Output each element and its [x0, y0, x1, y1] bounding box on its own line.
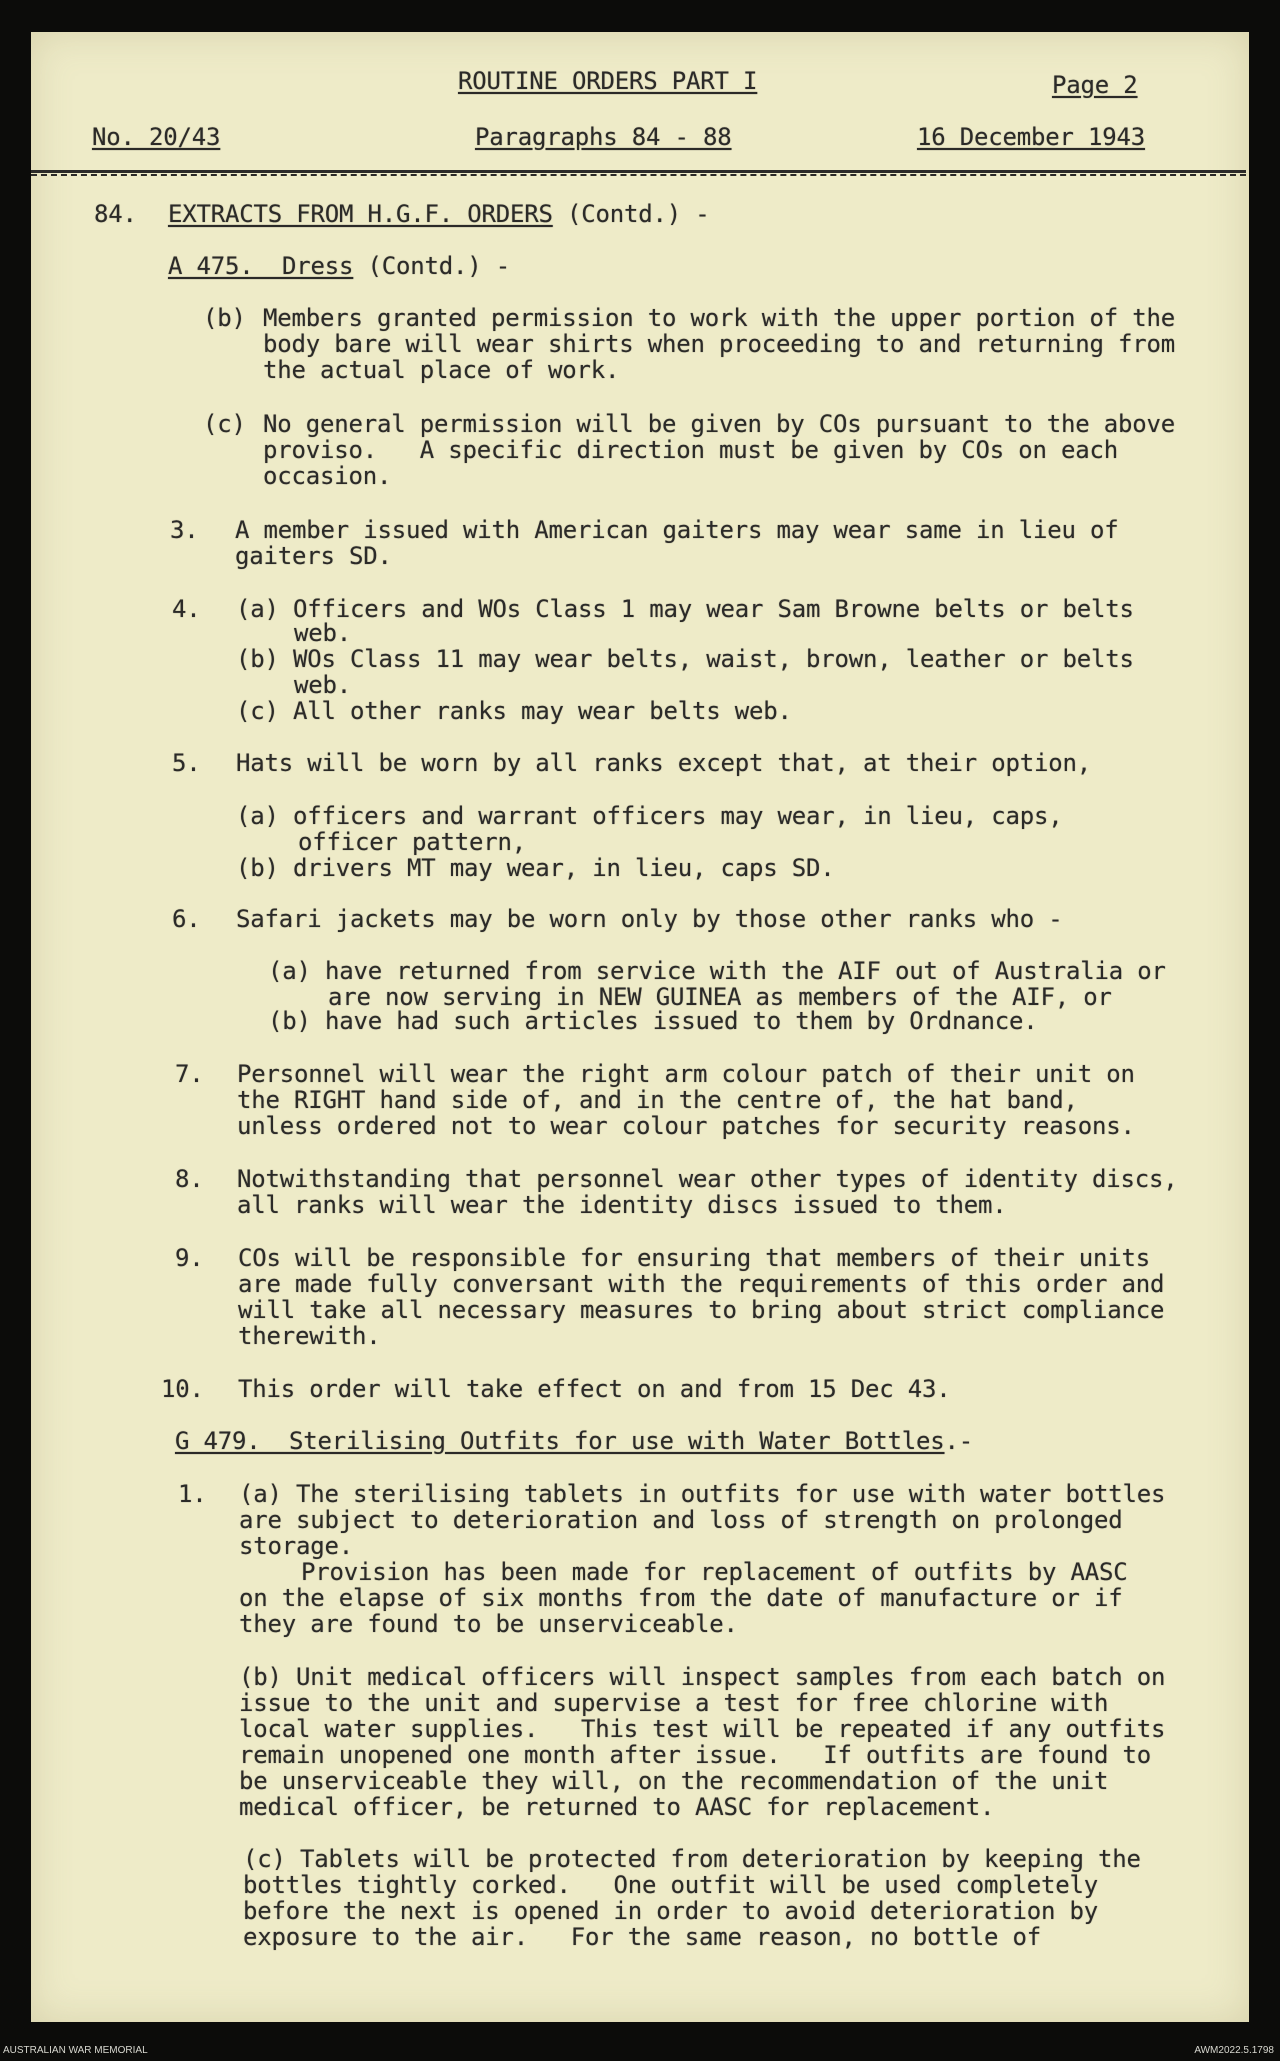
paragraph-number: 9.: [175, 1244, 204, 1272]
text-line: (b) have had such articles issued to them by Ordnance.: [268, 1007, 1038, 1035]
text-line: Notwithstanding that personnel wear other types of identity discs,: [237, 1165, 1178, 1193]
text-line: (a) Officers and WOs Class 1 may wear Sam Browne belts or belts: [236, 595, 1134, 623]
section-number: 84.: [94, 200, 137, 228]
text-line: they are found to be unserviceable.: [239, 1610, 738, 1638]
section-contd: (Contd.) -: [552, 200, 710, 228]
header-rule: [31, 170, 1246, 173]
text-line: the RIGHT hand side of, and in the centre of, the hat band,: [237, 1086, 1078, 1114]
text-line: local water supplies. This test will be repeated if any outfits: [239, 1715, 1166, 1743]
paragraph-number: 10.: [161, 1375, 204, 1403]
text-line: (a) officers and warrant officers may wear, in lieu, caps,: [236, 802, 1063, 830]
archive-id: AWM2022.5.1798: [1194, 2045, 1274, 2056]
text-line: are now serving in NEW GUINEA as members of the AIF, or: [328, 983, 1112, 1011]
text-line: be unserviceable they will, on the recommendation of the unit: [239, 1767, 1109, 1795]
text-line: Provision has been made for replacement of outfits by AASC: [301, 1558, 1128, 1586]
text-line: web.: [294, 671, 351, 699]
text-line: Members granted permission to work with the upper portion of the: [263, 304, 1175, 332]
text-line: Safari jackets may be worn only by those other ranks who -: [236, 905, 1063, 933]
text-line: (a) The sterilising tablets in outfits for use with water bottles: [239, 1480, 1166, 1508]
text-line: medical officer, be returned to AASC for replacement.: [239, 1793, 995, 1821]
order-a-heading: [168, 253, 510, 279]
text-line: proviso. A specific direction must be given by COs on each: [263, 436, 1118, 464]
text-line: This order will take effect on and from 15 Dec 43.: [238, 1375, 951, 1403]
text-line: No general permission will be given by COs pursuant to the above: [263, 410, 1175, 438]
order-number: No. 20/43: [92, 123, 221, 151]
text-line: web.: [294, 619, 351, 647]
text-line: bottles tightly corked. One outfit will be used completely: [243, 1871, 1098, 1899]
paragraph-number: 1.: [178, 1480, 207, 1508]
paragraph-number: 6.: [172, 905, 201, 933]
paragraph-number: 8.: [175, 1165, 204, 1193]
order-g-title: G 479. Sterilising Outfits for use with Water Bottles: [175, 1427, 945, 1455]
text-line: COs will be responsible for ensuring that members of their units: [238, 1244, 1150, 1272]
text-line: (c) Tablets will be protected from deterioration by keeping the: [243, 1845, 1141, 1873]
order-a-contd: (Contd.) -: [353, 252, 510, 280]
paragraph-number: 7.: [175, 1060, 204, 1088]
order-g-heading: [175, 1428, 973, 1454]
text-line: officer pattern,: [298, 828, 526, 856]
order-g-tail: .-: [944, 1427, 973, 1455]
text-line: A member issued with American gaiters may wear same in lieu of: [235, 516, 1119, 544]
item-label: (c): [203, 410, 246, 438]
text-line: before the next is opened in order to avoid deterioration by: [243, 1897, 1098, 1925]
text-line: (a) have returned from service with the AIF out of Australia or: [268, 957, 1166, 985]
text-line: issue to the unit and supervise a test for free chlorine with: [239, 1689, 1109, 1717]
document-date: 16 December 1943: [917, 123, 1145, 151]
item-label: (b): [203, 304, 246, 332]
text-line: (c) All other ranks may wear belts web.: [236, 697, 792, 725]
text-line: occasion.: [263, 462, 392, 490]
paragraph-number: 5.: [172, 749, 201, 777]
document-title: ROUTINE ORDERS PART I: [458, 67, 758, 95]
text-line: will take all necessary measures to bring about strict compliance: [238, 1296, 1165, 1324]
header-rule-dashed: [31, 174, 1246, 176]
text-line: Personnel will wear the right arm colour patch of their unit on: [237, 1060, 1135, 1088]
text-line: Hats will be worn by all ranks except that, at their option,: [236, 749, 1091, 777]
paragraph-number: 3.: [170, 516, 199, 544]
text-line: gaiters SD.: [235, 542, 392, 570]
text-line: therewith.: [238, 1322, 381, 1350]
text-line: (b) Unit medical officers will inspect samples from each batch on: [239, 1663, 1166, 1691]
text-line: (b) drivers MT may wear, in lieu, caps SD.: [236, 854, 835, 882]
paragraph-number: 4.: [172, 595, 201, 623]
text-line: exposure to the air. For the same reason, no bottle of: [243, 1923, 1041, 1951]
text-line: all ranks will wear the identity discs issued to them.: [237, 1191, 1007, 1219]
text-line: the actual place of work.: [263, 356, 620, 384]
text-line: are subject to deterioration and loss of strength on prolonged: [239, 1506, 1123, 1534]
text-line: body bare will wear shirts when proceeding to and returning from: [263, 330, 1175, 358]
section-title: EXTRACTS FROM H.G.F. ORDERS: [168, 200, 553, 228]
page-number: Page 2: [1052, 71, 1138, 99]
section-heading: [168, 201, 709, 227]
text-line: on the elapse of six months from the date of manufacture or if: [239, 1584, 1123, 1612]
text-line: storage.: [239, 1532, 353, 1560]
archive-credit: AUSTRALIAN WAR MEMORIAL: [3, 2045, 148, 2056]
paragraph-range: Paragraphs 84 - 88: [475, 123, 732, 151]
text-line: (b) WOs Class 11 may wear belts, waist, brown, leather or belts: [236, 645, 1134, 673]
order-a-title: A 475. Dress: [168, 252, 354, 280]
text-line: unless ordered not to wear colour patches for security reasons.: [237, 1112, 1135, 1140]
text-line: remain unopened one month after issue. If outfits are found to: [239, 1741, 1151, 1769]
text-line: are made fully conversant with the requirements of this order and: [238, 1270, 1165, 1298]
